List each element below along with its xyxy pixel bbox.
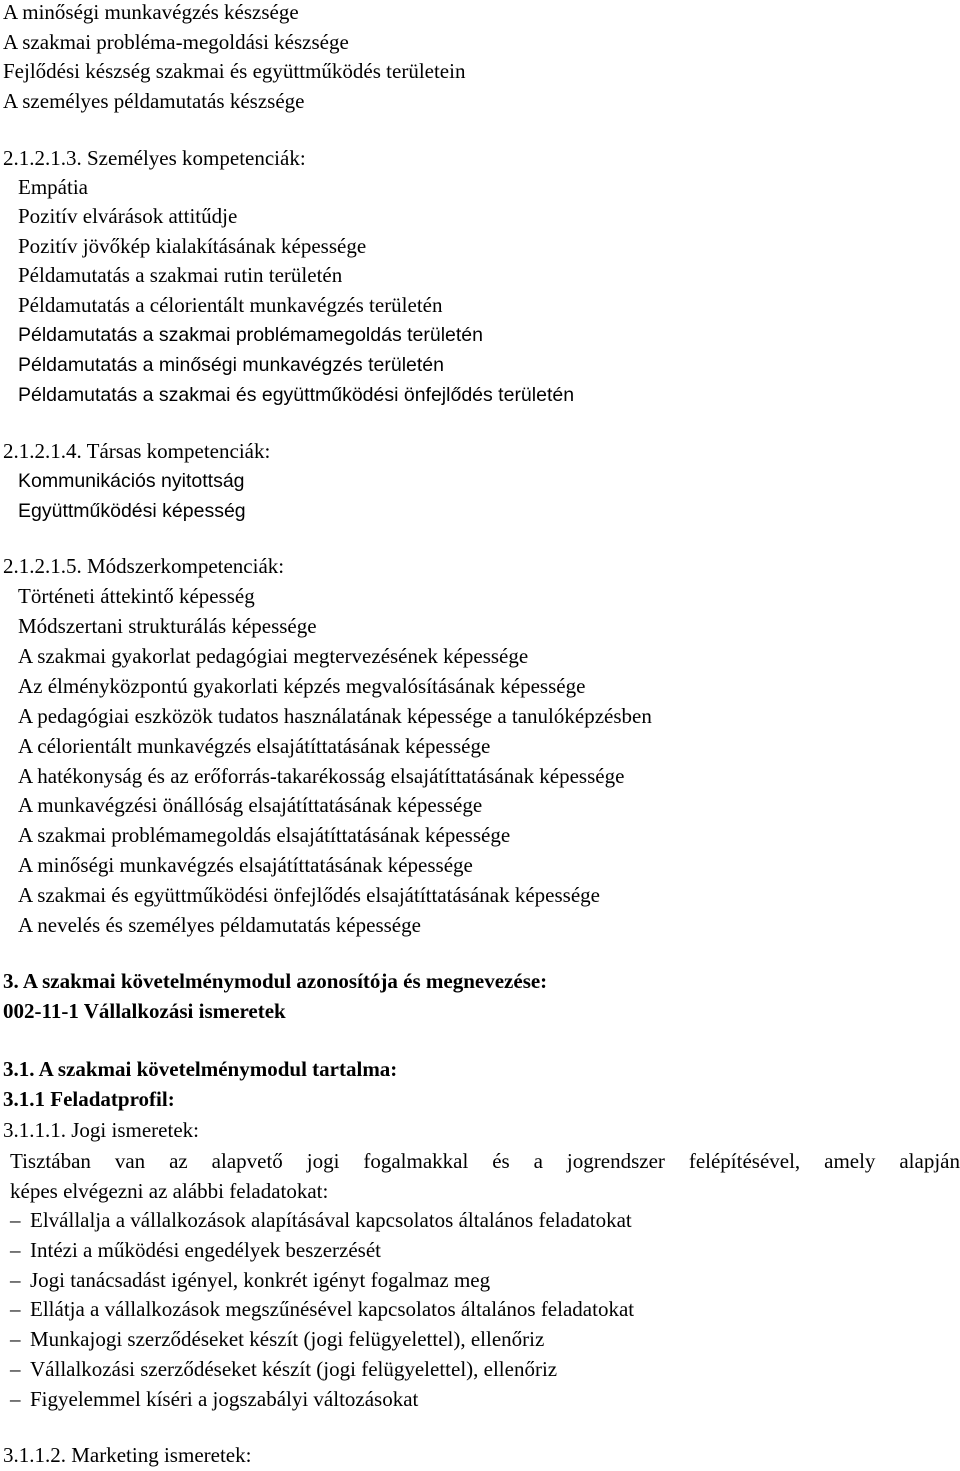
bullet-item	[10, 1267, 490, 1293]
list-item: Empátia	[18, 175, 88, 199]
list-item: A szakmai és együttműködési önfejlődés elsajátíttatásának képessége	[18, 883, 600, 907]
list-item: A minőségi munkavégzés készsége	[3, 0, 299, 24]
dash-bullet-icon: –	[10, 1357, 21, 1381]
dash-bullet-icon: –	[10, 1327, 21, 1351]
bullet-item	[10, 1356, 557, 1382]
list-item: A személyes példamutatás készsége	[3, 89, 305, 113]
bullet-text: Elvállalja a vállalkozások alapításával kapcsolatos általános feladatokat	[30, 1208, 632, 1232]
list-item: Példamutatás a minőségi munkavégzés területén	[18, 354, 444, 376]
bullet-text: Munkajogi szerződéseket készít (jogi felügyelettel), ellenőriz	[30, 1327, 545, 1351]
subsection-heading: 3.1.1 Feladatprofil:	[3, 1087, 175, 1111]
section-title: Marketing ismeretek:	[71, 1443, 252, 1467]
section-heading	[3, 438, 270, 464]
module-title: 002-11-1 Vállalkozási ismeretek	[3, 999, 286, 1023]
list-item: A munkavégzési önállóság elsajátíttatásának képessége	[18, 793, 483, 817]
dash-bullet-icon: –	[10, 1238, 21, 1262]
list-item: A minőségi munkavégzés elsajátíttatásának képessége	[18, 853, 473, 877]
list-item: Együttműködési képesség	[18, 500, 246, 522]
bullet-text: Figyelemmel kíséri a jogszabályi változásokat	[30, 1387, 419, 1411]
section-heading	[3, 1442, 251, 1468]
bullet-item	[10, 1326, 544, 1352]
list-item: A pedagógiai eszközök tudatos használatának képessége a tanulóképzésben	[18, 704, 652, 728]
section-title: Személyes kompetenciák:	[87, 146, 306, 170]
dash-bullet-icon: –	[10, 1268, 21, 1292]
list-item: Példamutatás a célorientált munkavégzés területén	[18, 293, 443, 317]
list-item: A szakmai probléma-megoldási készsége	[3, 30, 349, 54]
list-item: A szakmai problémamegoldás elsajátíttatásának képessége	[18, 823, 511, 847]
list-item: Fejlődési készség szakmai és együttműködés területein	[3, 59, 466, 83]
bullet-item	[10, 1296, 634, 1322]
list-item: Történeti áttekintő képesség	[18, 584, 255, 608]
dash-bullet-icon: –	[10, 1297, 21, 1321]
bullet-item	[10, 1237, 381, 1263]
section-number: 2.1.2.1.3.	[3, 146, 82, 170]
bullet-text: Vállalkozási szerződéseket készít (jogi felügyelettel), ellenőriz	[30, 1357, 558, 1381]
dash-bullet-icon: –	[10, 1387, 21, 1411]
list-item: Módszertani strukturálás képessége	[18, 614, 317, 638]
list-item: Példamutatás a szakmai és együttműködési önfejlődés területén	[18, 384, 575, 406]
bullet-item	[10, 1207, 632, 1233]
section-number: 2.1.2.1.5.	[3, 554, 82, 578]
section-heading: 3.1. A szakmai követelménymodul tartalma:	[3, 1057, 398, 1081]
chapter-heading: 3. A szakmai követelménymodul azonosítója és megnevezése:	[3, 969, 548, 993]
bullet-text: Intézi a működési engedélyek beszerzését	[30, 1238, 382, 1262]
list-item: Kommunikációs nyitottság	[18, 470, 245, 492]
section-number: 2.1.2.1.4.	[3, 439, 82, 463]
section-heading	[3, 1117, 199, 1143]
bullet-text: Jogi tanácsadást igényel, konkrét igényt fogalmaz meg	[30, 1268, 491, 1292]
list-item: A nevelés és személyes példamutatás képessége	[18, 913, 421, 937]
paragraph-line: Tisztában van az alapvető jogi fogalmakkal és a jogrendszer felépítésével, amely alapján	[10, 1149, 960, 1173]
section-title: Módszerkompetenciák:	[87, 554, 285, 578]
list-item: Pozitív elvárások attitűdje	[18, 204, 238, 228]
section-title: Jogi ismeretek:	[71, 1118, 199, 1142]
list-item: A szakmai gyakorlat pedagógiai megtervezésének képessége	[18, 644, 529, 668]
list-item: Az élményközpontú gyakorlati képzés megvalósításának képessége	[18, 674, 586, 698]
section-heading	[3, 145, 306, 171]
bullet-item	[10, 1386, 418, 1412]
dash-bullet-icon: –	[10, 1208, 21, 1232]
section-number: 3.1.1.2.	[3, 1443, 66, 1467]
section-title: Társas kompetenciák:	[86, 439, 271, 463]
list-item: Pozitív jövőkép kialakításának képessége	[18, 234, 367, 258]
section-number: 3.1.1.1.	[3, 1118, 66, 1142]
paragraph-line: képes elvégezni az alábbi feladatokat:	[10, 1179, 329, 1203]
list-item: Példamutatás a szakmai problémamegoldás területén	[18, 324, 484, 346]
list-item: Példamutatás a szakmai rutin területén	[18, 263, 343, 287]
section-heading	[3, 553, 284, 579]
bullet-text: Ellátja a vállalkozások megszűnésével kapcsolatos általános feladatokat	[30, 1297, 635, 1321]
list-item: A hatékonyság és az erőforrás-takarékosság elsajátíttatásának képessége	[18, 764, 625, 788]
list-item: A célorientált munkavégzés elsajátíttatásának képessége	[18, 734, 491, 758]
